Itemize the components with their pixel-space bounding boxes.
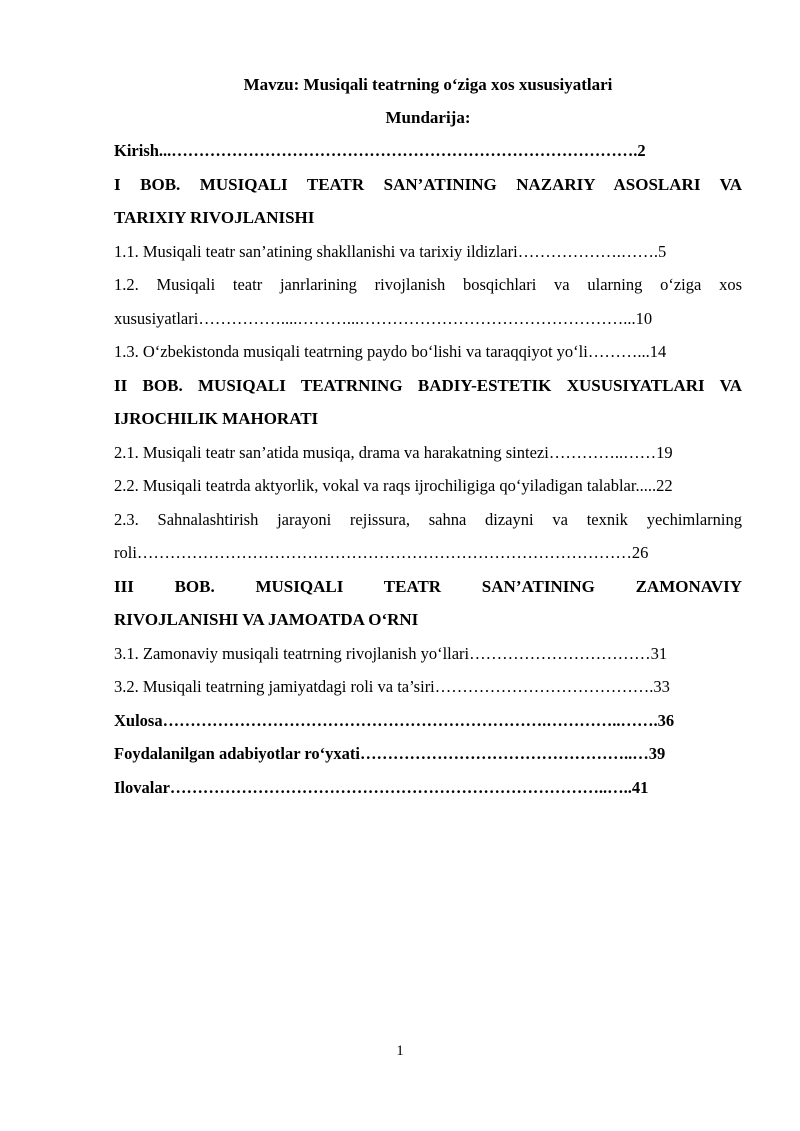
toc-entry-2-3-line-1: 2.3. Sahnalashtirish jarayoni rejissura, sahna dizayni va texnik yechimlarning	[114, 509, 742, 529]
toc-entry-2-1: 2.1. Musiqali teatr san’atida musiqa, drama va harakatning sintezi…………..……19	[114, 442, 673, 462]
page-number: 1	[396, 1043, 404, 1059]
toc-entry-2-3	[114, 503, 742, 570]
toc-entry-3-1: 3.1. Zamonaviy musiqali teatrning rivojlanish yo‘llari……………………………31	[114, 643, 668, 663]
toc-entry-1-1: 1.1. Musiqali teatr san’atining shakllanishi va tarixiy ildizlari……………….…….5	[114, 241, 667, 261]
toc-chapter-1-line-1: I BOB. MUSIQALI TEATR SAN’ATINING NAZARIY ASOSLARI VA	[114, 174, 742, 194]
toc-entry-1-3: 1.3. O‘zbekistonda musiqali teatrning paydo bo‘lishi va taraqqiyot yo‘li………...14	[114, 342, 667, 361]
toc-heading: Mundarija:	[385, 108, 471, 127]
toc-entry-1-2-line-1: 1.2. Musiqali teatr janrlarining rivojlanish bosqichlari va ularning o‘ziga xos	[114, 275, 742, 294]
toc-entry-appendix: Ilovalar……………………………………………………………………..…..41	[114, 777, 649, 797]
toc-entry-references: Foydalanilgan adabiyotlar ro‘yxati…………………………………………..…39	[114, 744, 666, 763]
toc-entry-1-2-line-2: xususiyatlari……………....………...…………………………………………...10	[114, 308, 653, 328]
toc-chapter-2	[114, 369, 742, 436]
toc-chapter-2-line-1: II BOB. MUSIQALI TEATRNING BADIY-ESTETIK XUSUSIYATLARI VA	[114, 375, 742, 395]
toc-chapter-1-line-2: TARIXIY RIVOJLANISHI	[114, 208, 315, 227]
document-page	[114, 72, 742, 804]
toc-entry-conclusion: Xulosa…………………………………………………………….…………..…….36	[114, 710, 675, 730]
toc-chapter-3-line-2: RIVOJLANISHI VA JAMOATDA O‘RNI	[114, 610, 419, 629]
toc-chapter-2-line-2: IJROCHILIK MAHORATI	[114, 409, 319, 428]
toc-entry-1-2	[114, 268, 742, 335]
toc-chapter-3	[114, 570, 742, 637]
toc-chapter-1	[114, 168, 742, 235]
toc-entry-3-2: 3.2. Musiqali teatrning jamiyatdagi roli va ta’siri………………………………….33	[114, 677, 670, 696]
document-title: Mavzu: Musiqali teatrning o‘ziga xos xususiyatlari	[243, 75, 613, 94]
toc-entry-2-3-line-2: roli………………………………………………………………………………26	[114, 543, 649, 562]
toc-entry-intro: Kirish...………………………………………………………………………….2	[114, 141, 646, 160]
toc-chapter-3-line-1: III BOB. MUSIQALI TEATR SAN’ATINING ZAMONAVIY	[114, 576, 742, 596]
toc-entry-2-2: 2.2. Musiqali teatrda aktyorlik, vokal va raqs ijrochiligiga qo‘yiladigan talablar.....22	[114, 476, 673, 495]
